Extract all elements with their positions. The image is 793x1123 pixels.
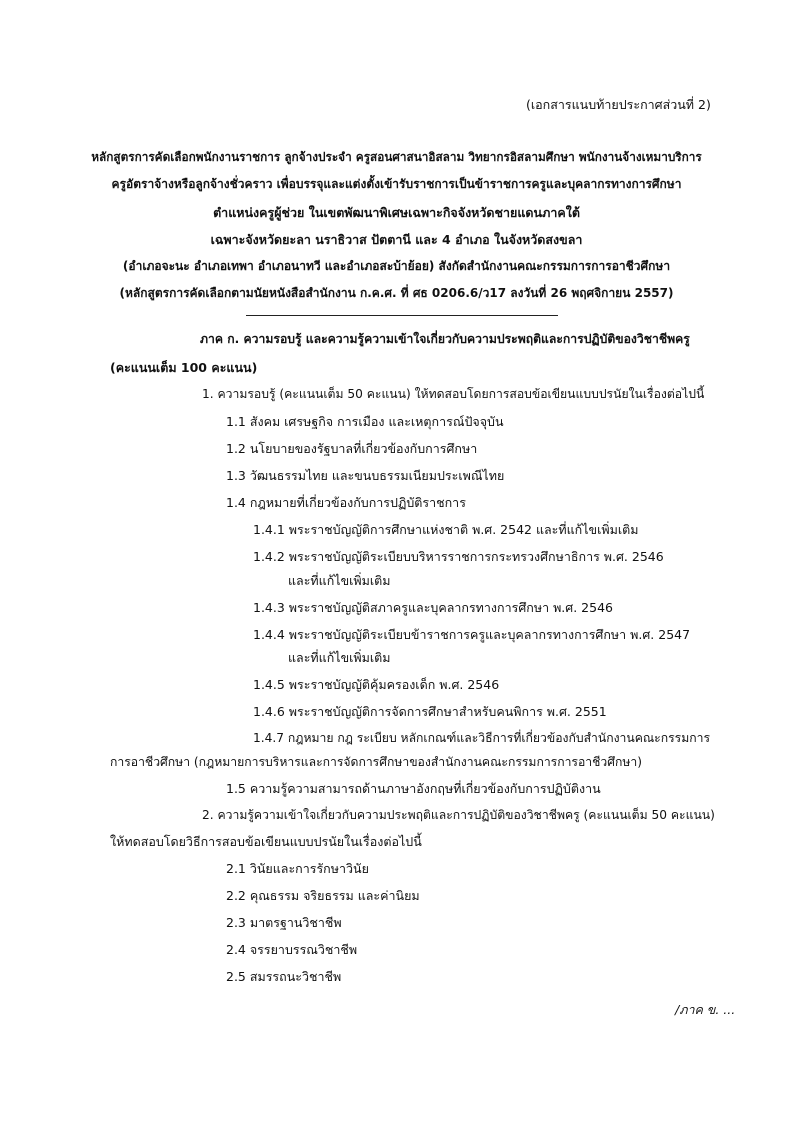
item-1-4-1: 1.4.1 พระราชบัญญัติการศึกษาแห่งชาติ พ.ศ. 2542 และที่แก้ไขเพิ่มเติม [253, 522, 639, 537]
item-1-5: 1.5 ความรู้ความสามารถด้านภาษาอังกฤษที่เกี่ยวข้องกับการปฏิบัติงาน [226, 781, 601, 796]
item-1-4-5: 1.4.5 พระราชบัญญัติคุ้มครองเด็ก พ.ศ. 2546 [253, 677, 500, 692]
part1-intro: 1. ความรอบรู้ (คะแนนเต็ม 50 คะแนน) ให้ทดสอบโดยการสอบข้อเขียนแบบปรนัยในเรื่องต่อไปนี้ [202, 387, 705, 401]
title-line-4: เฉพาะจังหวัดยะลา นราธิวาส ปัตตานี และ 4 อำเภอ ในจังหวัดสงขลา [210, 232, 583, 247]
item-1-4-4-cont: และที่แก้ไขเพิ่มเติม [288, 650, 391, 665]
title-divider [246, 315, 558, 316]
item-1-4-2-cont: และที่แก้ไขเพิ่มเติม [288, 573, 391, 588]
item-1-2: 1.2 นโยบายของรัฐบาลที่เกี่ยวข้องกับการศึกษา [226, 441, 478, 456]
item-1-3: 1.3 วัฒนธรรมไทย และขนบธรรมเนียมประเพณีไทย [226, 468, 505, 483]
section-a-score: (คะแนนเต็ม 100 คะแนน) [110, 360, 258, 375]
item-2-3: 2.3 มาตรฐานวิชาชีพ [226, 915, 342, 930]
item-1-4-4: 1.4.4 พระราชบัญญัติระเบียบข้าราชการครูและบุคลากรทางการศึกษา พ.ศ. 2547 [253, 627, 691, 642]
title-line-1: หลักสูตรการคัดเลือกพนักงานราชการ ลูกจ้างประจำ ครูสอนศาสนาอิสลาม วิทยากรอิสลามศึกษา พนักงานจ้างเหมาบริการ [91, 150, 702, 164]
item-2-1: 2.1 วินัยและการรักษาวินัย [226, 861, 369, 876]
item-1-4-2: 1.4.2 พระราชบัญญัติระเบียบบริหารราชการกระทรวงศึกษาธิการ พ.ศ. 2546 [253, 549, 664, 564]
attachment-note: (เอกสารแนบท้ายประกาศส่วนที่ 2) [526, 97, 711, 112]
item-2-2: 2.2 คุณธรรม จริยธรรม และค่านิยม [226, 888, 420, 903]
title-line-3: ตำแหน่งครูผู้ช่วย ในเขตพัฒนาพิเศษเฉพาะกิจจังหวัดชายแดนภาคใต้ [213, 205, 580, 220]
item-1-4-3: 1.4.3 พระราชบัญญัติสภาครูและบุคลากรทางการศึกษา พ.ศ. 2546 [253, 600, 613, 615]
item-2-5: 2.5 สมรรถนะวิชาชีพ [226, 969, 342, 984]
item-1-4-6: 1.4.6 พระราชบัญญัติการจัดการศึกษาสำหรับคนพิการ พ.ศ. 2551 [253, 704, 607, 719]
item-2-4: 2.4 จรรยาบรรณวิชาชีพ [226, 942, 358, 957]
title-line-5: (อำเภอจะนะ อำเภอเทพา อำเภอนาทวี และอำเภอสะบ้าย้อย) สังกัดสำนักงานคณะกรรมการการอาชีวศึกษา [122, 259, 671, 273]
item-1-4-7: 1.4.7 กฎหมาย กฎ ระเบียบ หลักเกณฑ์และวิธีการที่เกี่ยวข้องกับสำนักงานคณะกรรมการ [253, 731, 711, 745]
item-1-4-7-cont: การอาชีวศึกษา (กฎหมายการบริหารและการจัดการศึกษาของสำนักงานคณะกรรมการการอาชีวศึกษา) [110, 755, 643, 769]
title-line-6: (หลักสูตรการคัดเลือกตามนัยหนังสือสำนักงาน ก.ค.ศ. ที่ ศธ 0206.6/ว17 ลงวันที่ 26 พฤศจิกายน 2557) [119, 286, 674, 300]
item-1-4: 1.4 กฎหมายที่เกี่ยวข้องกับการปฏิบัติราชการ [226, 495, 466, 510]
item-1-1: 1.1 สังคม เศรษฐกิจ การเมือง และเหตุการณ์ปัจจุบัน [226, 414, 504, 429]
title-line-2: ครูอัตราจ้างหรือลูกจ้างชั่วคราว เพื่อบรรจุและแต่งตั้งเข้ารับราชการเป็นข้าราชการครูและบุคลากรทางการศึกษา [111, 177, 682, 191]
section-a-heading: ภาค ก. ความรอบรู้ และความรู้ความเข้าใจเกี่ยวกับความประพฤติและการปฏิบัติของวิชาชีพครู [200, 332, 690, 346]
part2-intro-cont: ให้ทดสอบโดยวิธีการสอบข้อเขียนแบบปรนัยในเรื่องต่อไปนี้ [110, 834, 422, 849]
continuation-note: /ภาค ข. ... [675, 1002, 736, 1017]
part2-intro: 2. ความรู้ความเข้าใจเกี่ยวกับความประพฤติและการปฏิบัติของวิชาชีพครู (คะแนนเต็ม 50 คะแนน) [202, 808, 715, 822]
